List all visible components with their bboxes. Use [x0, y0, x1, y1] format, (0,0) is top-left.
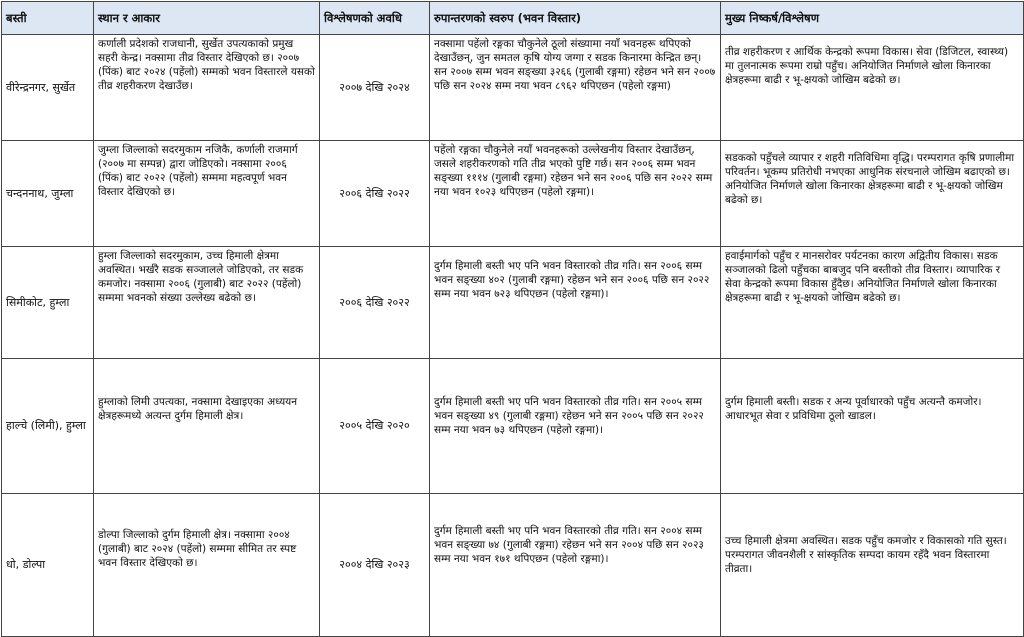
cell-settlement: चन्दननाथ, जुम्ला	[2, 141, 94, 247]
cell-location: हुम्लाको लिमी उपत्यका, नक्सामा देखाइएका अध्ययन क्षेत्रहरूमध्ये अत्यन्त दुर्गम हिमाली क्षेत्र।	[94, 359, 320, 494]
header-findings: मुख्य निष्कर्ष/विश्लेषण	[721, 2, 1024, 35]
cell-location: डोल्पा जिल्लाको दुर्गम हिमाली क्षेत्र। नक्सामा २००४ (गुलाबी) बाट २०२४ (पहेंलो) सम्ममा सीमित तर स्पष्ट भवन विस्तार देखिएको छ।	[94, 494, 320, 637]
cell-period: २००६ देखि २०२२	[320, 247, 430, 359]
cell-findings: दुर्गम हिमाली बस्ती। सडक र अन्य पूर्वाधारको पहुँच अत्यन्तै कमजोर। आधारभूत सेवा र प्रविधिमा ठूलो खाडल।	[721, 359, 1024, 494]
cell-settlement: वीरेन्द्रनगर, सुर्खेत	[2, 35, 94, 141]
header-location: स्थान र आकार	[94, 2, 320, 35]
cell-location: जुम्ला जिल्लाको सदरमुकाम नजिकै, कर्णाली राजमार्ग (२००७ मा सम्पन्न) द्वारा जोडिएको। नक्सामा २००६ (पिंक) बाट २०२२ (पहेंलो) सम्ममा महत्वपूर्ण भवन विस्तार देखिएको छ।	[94, 141, 320, 247]
cell-period: २००४ देखि २०२३	[320, 494, 430, 637]
cell-settlement: हाल्चे (लिमी), हुम्ला	[2, 359, 94, 494]
table-row	[2, 247, 1024, 359]
table-row	[2, 141, 1024, 247]
cell-change: पहेंलो रङ्गका चौकुनेले नयाँ भवनहरूको उल्लेखनीय विस्तार देखाउँछन्, जसले शहरीकरणको गति तीव्र भएको पुष्टि गर्छ। सन २००६ सम्म भवन सङ्ख्या १११४ (गुलाबी रङ्गमा) रहेछन भने सन २००६ पछि सन २०२२ सम्म नया भवन १०२३ थपिएछन (पहेलो रङ्गमा)।	[430, 141, 721, 247]
table-header-row	[2, 2, 1024, 35]
cell-period: २००६ देखि २०२२	[320, 141, 430, 247]
cell-findings: सडकको पहुँचले व्यापार र शहरी गतिविधिमा वृद्धि। परम्परागत कृषि प्रणालीमा परिवर्तन। भूकम्प प्रतिरोधी नभएका आधुनिक संरचनाले जोखिम बढाएको छ। अनियोजित निर्माणले खोला किनारका क्षेत्रहरूमा बाढी र भू-क्षयको जोखिम बढेको छ।	[721, 141, 1024, 247]
cell-settlement: सिमीकोट, हुम्ला	[2, 247, 94, 359]
header-change: रुपान्तरणको स्वरुप (भवन विस्तार)	[430, 2, 721, 35]
cell-location: हुम्ला जिल्लाको सदरमुकाम, उच्च हिमाली क्षेत्रमा अवस्थित। भर्खरै सडक सञ्जालले जोडिएको, तर सडक कमजोर। नक्सामा २००६ (गुलाबी) बाट २०२२ (पहेंलो) सम्ममा भवनको संख्या उल्लेख्य बढेको छ।	[94, 247, 320, 359]
table-row	[2, 494, 1024, 637]
header-settlement: बस्ती	[2, 2, 94, 35]
cell-change: दुर्गम हिमाली बस्ती भए पनि भवन विस्तारको तीव्र गति। सन २००४ सम्म भवन सङ्ख्या ७४ (गुलाबी रङ्गमा) रहेछन भने सन २००४ पछि सन २०२३ सम्म नया भवन १७१ थपिएछन (पहेलो रङ्गमा)।	[430, 494, 721, 637]
cell-settlement: धो, डोल्पा	[2, 494, 94, 637]
cell-period: २००७ देखि २०२४	[320, 35, 430, 141]
cell-findings: हवाईमार्गको पहुँच र मानसरोवर पर्यटनका कारण अद्वितीय विकास। सडक सञ्जालको ढिलो पहुँचका बाबजुद पनि बस्तीको तीव्र विस्तार। व्यापारिक र सेवा केन्द्रको रूपमा विकास हुँदैछ। अनियोजित निर्माणले खोला किनारका क्षेत्रहरूमा बाढी र भू-क्षयको जोखिम बढेको छ।	[721, 247, 1024, 359]
settlement-analysis-table	[1, 1, 1024, 637]
cell-location: कर्णाली प्रदेशको राजधानी, सुर्खेत उपत्यकाको प्रमुख सहरी केन्द्र। नक्सामा तीव्र विस्तार देखिएको छ। २००७ (पिंक) बाट २०२४ (पहेंलो) सम्मको भवन विस्तारले यसको तीव्र शहरीकरण देखाउँछ।	[94, 35, 320, 141]
cell-period: २००५ देखि २०२०	[320, 359, 430, 494]
cell-change: दुर्गम हिमाली बस्ती भए पनि भवन विस्तारको तीव्र गति। सन २००५ सम्म भवन सङ्ख्या ४९ (गुलाबी रङ्गमा) रहेछन भने सन २००५ पछि सन २०२२ सम्म नया भवन ७३ थपिएछन (पहेलो रङ्गमा)।	[430, 359, 721, 494]
cell-findings: उच्च हिमाली क्षेत्रमा अवस्थित। सडक पहुँच कमजोर र विकासको गति सुस्त। परम्परागत जीवनशैली र सांस्कृतिक सम्पदा कायम रहँदै भवन विस्तारमा तीव्रता।	[721, 494, 1024, 637]
cell-change: नक्सामा पहेंलो रङ्गका चौकुनेले ठूलो संख्यामा नयाँ भवनहरू थपिएको देखाउँछन्, जुन समतल कृषि योग्य जग्गा र सडक किनारमा केन्द्रित छन्। सन २००७ सम्म भवन सङ्ख्या ३२६६ (गुलाबी रङ्गमा) रहेछन भने सन २००७ पछि सन २०२४ सम्म नया भवन ८९६२ थपिएछन (पहेलो रङ्गमा)	[430, 35, 721, 141]
table-row	[2, 359, 1024, 494]
cell-findings: तीव्र शहरीकरण र आर्थिक केन्द्रको रूपमा विकास। सेवा (डिजिटल, स्वास्थ्य) मा तुलनात्मक रूपमा राम्रो पहुँच। अनियोजित निर्माणले खोला किनारका क्षेत्रहरूमा बाढी र भू-क्षयको जोखिम बढेको छ।	[721, 35, 1024, 141]
header-period: विश्लेषणको अवधि	[320, 2, 430, 35]
cell-change: दुर्गम हिमाली बस्ती भए पनि भवन विस्तारको तीव्र गति। सन २००६ सम्म भवन सङ्ख्या ४०२ (गुलाबी रङ्गमा) रहेछन भने सन २००६ पछि सन २०२२ सम्म नया भवन ७२३ थपिएछन (पहेलो रङ्गमा)।	[430, 247, 721, 359]
table-row	[2, 35, 1024, 141]
